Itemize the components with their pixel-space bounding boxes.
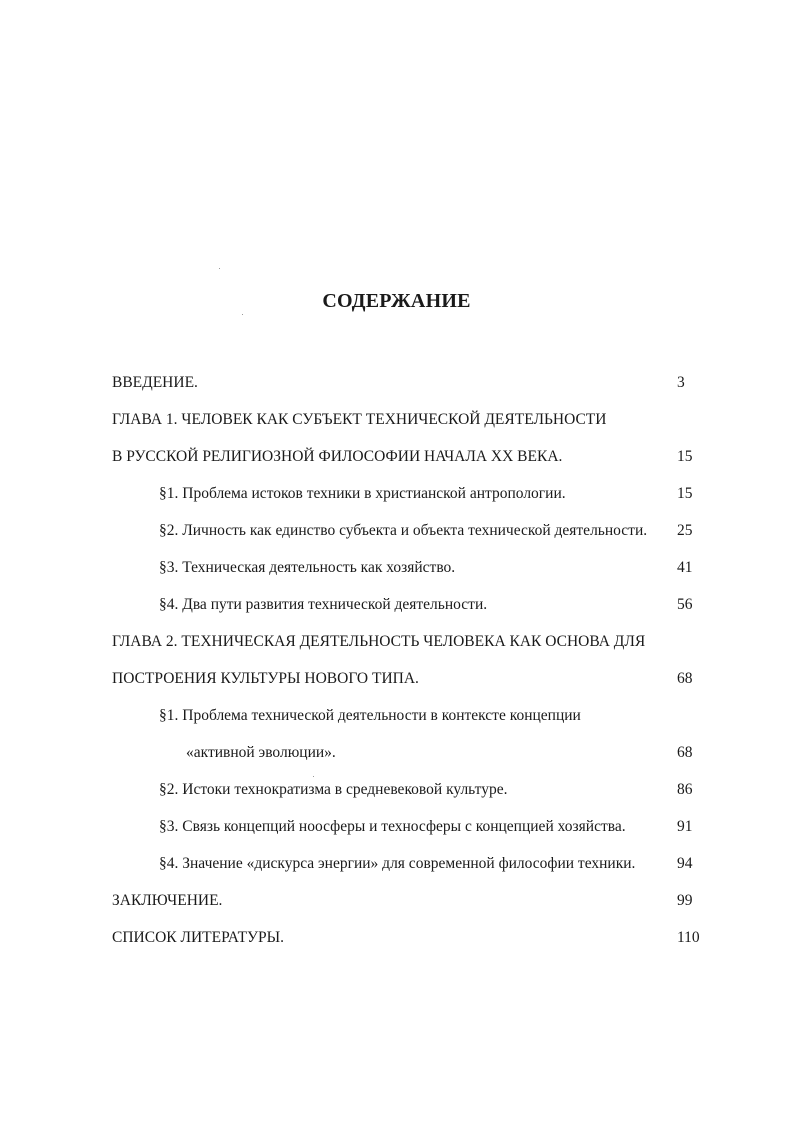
toc-entry [0, 780, 793, 800]
toc-entry-page: 91 [677, 818, 693, 835]
toc-entry-text: «активной эволюции». [186, 744, 336, 761]
toc-entry-text: §3. Техническая деятельность как хозяйство. [159, 559, 456, 576]
toc-entry [0, 373, 793, 393]
toc-entry-text: СПИСОК ЛИТЕРАТУРЫ. [112, 929, 285, 946]
toc-entry-text: ЗАКЛЮЧЕНИЕ. [112, 892, 223, 909]
toc-entry [0, 632, 793, 652]
toc-entry [0, 706, 793, 726]
toc-entry-text: §3. Связь концепций ноосферы и техносферы с концепцией хозяйства. [159, 818, 626, 835]
scan-speck [242, 314, 243, 315]
toc-entry [0, 484, 793, 504]
toc-entry-page: 68 [677, 670, 693, 687]
toc-entry [0, 817, 793, 837]
toc-entry-page: 41 [677, 559, 693, 576]
toc-entry-text: §1. Проблема истоков техники в христианской антропологии. [159, 485, 566, 502]
toc-entry-text: ГЛАВА 1. ЧЕЛОВЕК КАК СУБЪЕКТ ТЕХНИЧЕСКОЙ ДЕЯТЕЛЬНОСТИ [112, 411, 607, 428]
toc-entry [0, 854, 793, 874]
toc-entry-page: 56 [677, 596, 693, 613]
scan-speck [313, 776, 314, 777]
toc-entry [0, 558, 793, 578]
toc-entry-text: §4. Два пути развития технической деятельности. [159, 596, 488, 613]
toc-entry-text: ГЛАВА 2. ТЕХНИЧЕСКАЯ ДЕЯТЕЛЬНОСТЬ ЧЕЛОВЕКА КАК ОСНОВА ДЛЯ [112, 633, 646, 650]
toc-entry-page: 94 [677, 855, 693, 872]
toc-entry-page: 110 [677, 929, 700, 946]
toc-entry-page: 68 [677, 744, 693, 761]
page-title: СОДЕРЖАНИЕ [322, 290, 471, 312]
toc-entry [0, 743, 793, 763]
toc-entry-text: ВВЕДЕНИЕ. [112, 374, 198, 391]
toc-entry-text: §2. Личность как единство субъекта и объекта технической деятельности. [159, 522, 648, 539]
toc-entry-page: 25 [677, 522, 693, 539]
toc-entry [0, 410, 793, 430]
toc-entry-text: §1. Проблема технической деятельности в контексте концепции [159, 707, 581, 724]
toc-entry-text: §4. Значение «дискурса энергии» для современной философии техники. [159, 855, 636, 872]
toc-entry-text: В РУССКОЙ РЕЛИГИОЗНОЙ ФИЛОСОФИИ НАЧАЛА XX ВЕКА. [112, 448, 563, 465]
toc-entry-page: 15 [677, 448, 693, 465]
toc-entry-page: 86 [677, 781, 693, 798]
toc-entry [0, 521, 793, 541]
toc-entry-page: 3 [677, 374, 685, 391]
toc-entry-page: 15 [677, 485, 693, 502]
scan-speck [219, 268, 220, 269]
toc-entry-text: ПОСТРОЕНИЯ КУЛЬТУРЫ НОВОГО ТИПА. [112, 670, 419, 687]
toc-entry [0, 447, 793, 467]
toc-entry [0, 891, 793, 911]
toc-entry-page: 99 [677, 892, 693, 909]
toc-entry [0, 928, 793, 948]
toc-entry [0, 669, 793, 689]
toc-entry [0, 595, 793, 615]
toc-entry-text: §2. Истоки технократизма в средневековой культуре. [159, 781, 508, 798]
